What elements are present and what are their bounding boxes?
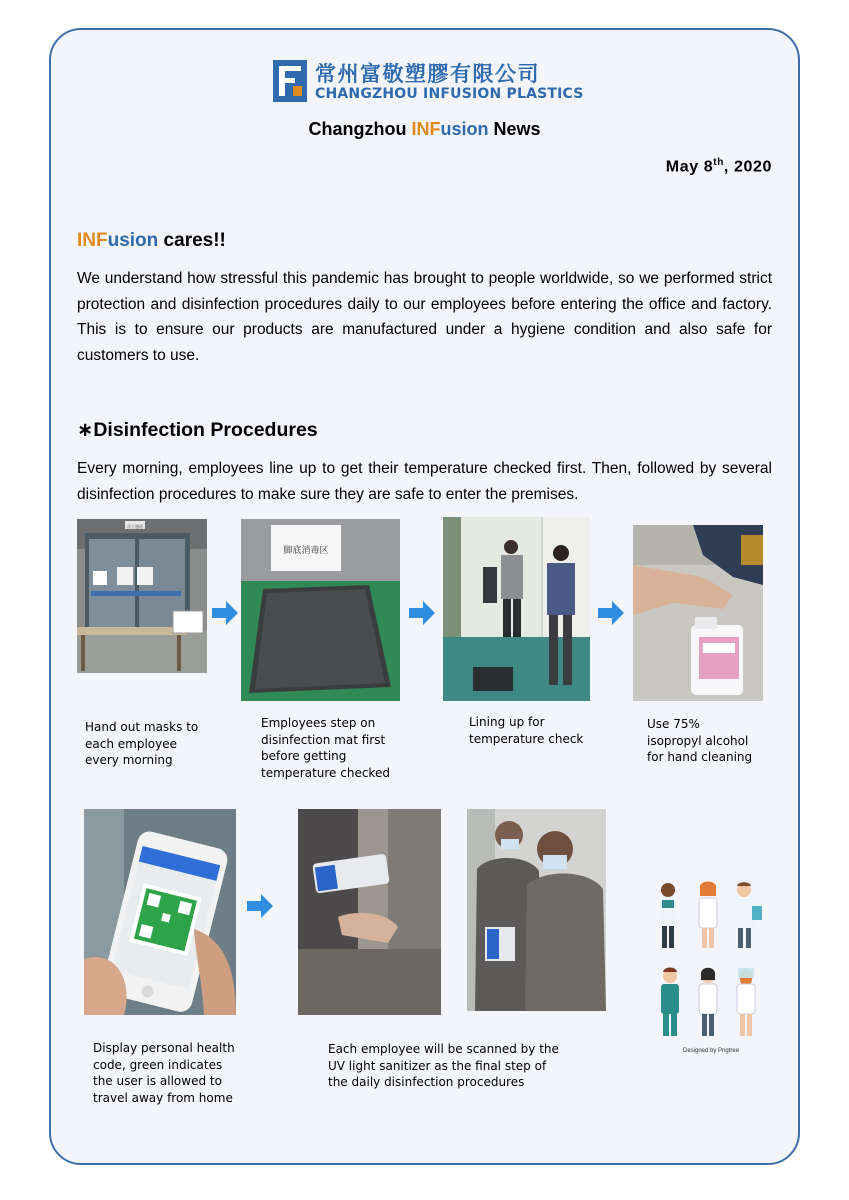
- caption-hand-sanitizer: Use 75% isopropyl alcohol for hand cleaning: [647, 717, 753, 764]
- logo-chinese-name: 常州富敬塑膠有限公司: [315, 62, 540, 86]
- logo-english-name: CHANGZHOU INFUSION PLASTICS: [315, 86, 584, 102]
- photo-uv-final-step: [467, 809, 606, 1011]
- cares-heading: INFusion cares!!: [77, 230, 226, 251]
- illustration-credit: Designed by Pngtree: [683, 1048, 740, 1054]
- arrow-right-icon: [247, 894, 273, 918]
- caption-health-code: Display personal health code, green indicates the user is allowed to travel away from home: [93, 1041, 235, 1105]
- photo-temperature-line: [443, 517, 590, 701]
- photo-health-code: [84, 809, 236, 1015]
- issue-date: May 8th, 2020: [665, 157, 772, 176]
- photo-mask-handout: [77, 519, 207, 673]
- newsletter-title: Changzhou INFusion News: [308, 119, 541, 139]
- caption-uv-sanitizer: Each employee will be scanned by the UV light sanitizer as the final step of the daily disinfection procedures: [328, 1042, 559, 1089]
- company-logo: [273, 60, 583, 106]
- disinfection-heading: ∗Disinfection Procedures: [77, 419, 318, 441]
- cares-paragraph: We understand how stressful this pandemic has brought to people worldwide, so we performed strict protection and disinfection procedures daily to our employees before entering the office and factory. This is to ensure our products are manufactured under a hygiene condition and also safe for customers to use.: [77, 270, 772, 364]
- photo-disinfection-mat: [241, 519, 400, 701]
- arrow-right-icon: [212, 601, 238, 625]
- logo-mark-icon: [273, 60, 307, 102]
- photo-hand-sanitizer: [633, 525, 763, 701]
- caption-mask-handout: Hand out masks to each employee every morning: [85, 720, 199, 767]
- arrow-right-icon: [409, 601, 435, 625]
- photo-uv-scanner: [298, 809, 441, 1015]
- mat-sign: 脚底消毒区: [283, 546, 329, 556]
- doctors-illustration: [652, 880, 770, 1040]
- arrow-right-icon: [598, 601, 624, 625]
- disinfection-paragraph: Every morning, employees line up to get their temperature checked first. Then, followed by several disinfection procedures to make sure they are safe to enter the premises.: [77, 460, 772, 503]
- door-sign: 员工通道: [127, 524, 143, 529]
- caption-temperature-line: Lining up for temperature check: [469, 715, 584, 746]
- caption-disinfection-mat: Employees step on disinfection mat first before getting temperature checked: [261, 716, 390, 780]
